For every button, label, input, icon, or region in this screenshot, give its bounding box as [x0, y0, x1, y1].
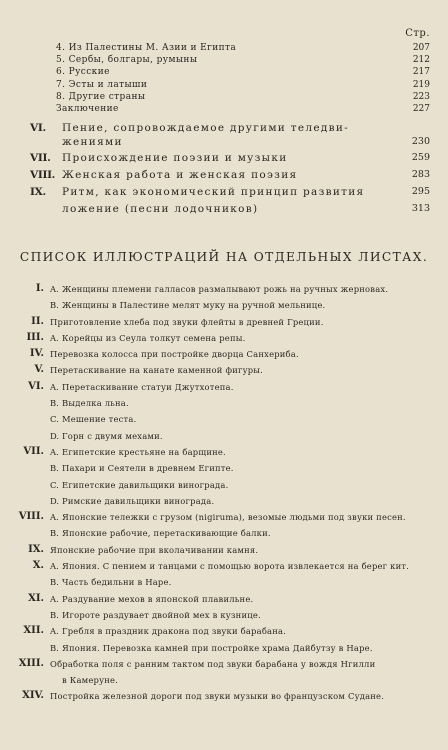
plate-letter: D.: [50, 430, 60, 441]
toc-entry-page: 219: [412, 79, 430, 90]
plate-number: XI.: [28, 592, 44, 604]
illustration-caption: Египетские крестьяне на барщине.: [62, 446, 226, 457]
illustration-caption: Японские рабочие при вколачивании камня.: [50, 544, 259, 555]
chapter-page: 283: [411, 169, 430, 181]
toc-entry-label: 5. Сербы, болгары, румыны: [56, 55, 198, 66]
illustration-item: [0, 493, 448, 509]
illustration-item: [0, 525, 448, 541]
illustration-item: [0, 314, 448, 330]
section-title: СПИСОК ИЛЛЮСТРАЦИЙ НА ОТДЕЛЬНЫХ ЛИСТАХ.: [19, 250, 429, 264]
toc-entry-page: 212: [412, 55, 430, 66]
toc-entry-page: 223: [412, 91, 430, 102]
plate-letter: D.: [50, 495, 60, 506]
illustration-caption: Гребля в праздник дракона под звуки барабана.: [62, 626, 287, 637]
plate-number: III.: [26, 331, 44, 343]
illustration-item: [0, 591, 448, 607]
toc-entry: [0, 79, 448, 91]
illustration-caption: Раздувание мехов в японской плавильне.: [62, 593, 254, 604]
illustration-caption: Перетаскивание статуи Джутхотепа.: [62, 381, 234, 392]
illustration-item: [0, 428, 448, 444]
plate-letter: A.: [50, 284, 59, 294]
illustration-caption: Постройка железной дороги под звуки музыки во французском Судане.: [50, 691, 385, 702]
illustration-caption: Египетские давильщики винограда.: [62, 479, 229, 490]
chapter-page: 313: [411, 203, 430, 215]
toc-entry-label: 8. Другие страны: [56, 91, 146, 102]
chapter-title: Происхождение поэзии и музыки: [62, 152, 288, 165]
illustration-caption: Женщины племени галласов размалывают рожь на ручных жерновах.: [62, 284, 389, 294]
illustration-caption: Часть бедильни в Наре.: [62, 577, 172, 588]
toc-chapter: [0, 151, 448, 168]
toc-chapter: [0, 121, 448, 135]
toc-entry-page: 227: [412, 103, 430, 114]
illustration-caption: Римские давильщики винограда.: [62, 495, 215, 506]
illustration-caption: Женщины в Палестине мелят муку на ручной мельнице.: [62, 300, 326, 311]
plate-letter: A.: [50, 381, 59, 392]
plate-number: VI.: [28, 380, 44, 392]
plate-letter: A.: [50, 332, 59, 343]
plate-letter: B.: [50, 463, 59, 474]
chapter-title-continued: ложение (песни лодочников): [62, 203, 259, 216]
chapter-number: VII.: [30, 152, 51, 165]
table-of-contents: [0, 42, 448, 218]
plate-number: II.: [31, 315, 44, 327]
plate-letter: B.: [50, 577, 59, 588]
illustration-item: [0, 558, 448, 574]
toc-entry: [0, 42, 448, 54]
illustration-caption: Перетаскивание на канате каменной фигуры.: [50, 365, 263, 376]
toc-chapter-continued: [0, 135, 448, 151]
chapter-title-continued: жениями: [62, 136, 123, 149]
plate-number: VIII.: [18, 511, 44, 523]
chapter-title: Женская работа и женская поэзия: [62, 169, 298, 182]
chapter-page: 230: [411, 136, 430, 148]
plate-letter: B.: [50, 609, 59, 620]
illustration-caption: Японские тележки с грузом (nigiruma), везомые людьми под звуки песен.: [62, 512, 406, 523]
illustrations-list: [0, 281, 448, 705]
plate-letter: A.: [50, 446, 59, 457]
illustration-item: [0, 444, 448, 460]
illustration-item: [0, 672, 448, 688]
page-column-header: Стр.: [405, 28, 430, 39]
plate-letter: A.: [50, 512, 59, 523]
illustration-item: [0, 688, 448, 704]
plate-letter: B.: [50, 528, 59, 539]
plate-letter: B.: [50, 642, 59, 653]
illustration-item: [0, 574, 448, 590]
toc-entry-label: Заключение: [56, 103, 119, 114]
illustration-caption: Обработка поля с ранним тактом под звуки барабана у вождя Нгилли: [50, 658, 376, 669]
illustration-item: [0, 411, 448, 427]
illustration-caption: Приготовление хлеба под звуки флейты в древней Греции.: [50, 316, 324, 327]
plate-number: XIII.: [18, 657, 44, 669]
illustration-item: [0, 346, 448, 362]
toc-entry-label: 4. Из Палестины М. Азии и Египта: [56, 43, 237, 53]
toc-entry-label: 6. Русские: [56, 67, 110, 78]
plate-letter: C.: [50, 479, 59, 490]
chapter-title: Пение, сопровождаемое другими теледви-: [62, 122, 349, 135]
illustration-item: [0, 362, 448, 378]
illustration-caption: Выделка льна.: [62, 398, 129, 409]
plate-number: XIV.: [22, 690, 44, 702]
illustration-item: [0, 395, 448, 411]
illustration-item: [0, 330, 448, 346]
illustration-caption: Горн с двумя мехами.: [62, 430, 163, 441]
plate-number: VII.: [23, 445, 44, 457]
toc-entry-label: 7. Эсты и латыши: [56, 79, 148, 90]
chapter-title: Ритм, как экономический принцип развития: [62, 186, 365, 199]
chapter-number: VIII.: [30, 169, 56, 182]
illustration-caption: Пахари и Сеятели в древнем Египте.: [62, 463, 234, 474]
illustration-caption: в Камеруне.: [62, 675, 119, 686]
illustration-item: [0, 477, 448, 493]
illustration-caption: Корейцы из Сеула толкут семена репы.: [62, 332, 246, 343]
plate-letter: A.: [50, 626, 59, 637]
plate-letter: A.: [50, 561, 59, 572]
chapter-number: VI.: [30, 122, 46, 135]
toc-entry-page: 207: [412, 43, 430, 53]
illustration-item: [0, 623, 448, 639]
toc-chapter-continued: [0, 202, 448, 218]
illustration-caption: Мешение теста.: [62, 414, 137, 425]
illustration-item: [0, 607, 448, 623]
plate-letter: C.: [50, 414, 59, 425]
illustration-item: [0, 509, 448, 525]
illustration-caption: Японские рабочие, перетаскивающие балки.: [62, 528, 271, 539]
plate-number: IV.: [29, 348, 44, 360]
illustration-item: [0, 281, 448, 297]
illustration-caption: Япония. С пением и танцами с помощью ворота извлекается на берег кит.: [62, 561, 410, 572]
chapter-page: 295: [411, 186, 430, 198]
toc-chapter: [0, 185, 448, 202]
illustration-caption: Перевозка колосса при постройке дворца Санхериба.: [50, 349, 299, 360]
chapter-number: IX.: [30, 186, 46, 199]
plate-number: V.: [34, 364, 44, 376]
plate-number: X.: [32, 560, 44, 572]
plate-number: IX.: [28, 543, 44, 555]
illustration-caption: Япония. Перевозка камней при постройке храма Дайбутзу в Наре.: [62, 642, 373, 653]
toc-entry: [0, 54, 448, 66]
illustration-item: [0, 640, 448, 656]
plate-letter: B.: [50, 398, 59, 409]
toc-entry: [0, 103, 448, 115]
plate-number: I.: [35, 283, 44, 294]
chapter-page: 259: [411, 152, 430, 164]
plate-number: XII.: [23, 625, 44, 637]
toc-entry: [0, 66, 448, 78]
illustration-item: [0, 460, 448, 476]
illustration-item: [0, 379, 448, 395]
plate-letter: A.: [50, 593, 59, 604]
illustration-item: [0, 297, 448, 313]
plate-letter: B.: [50, 300, 59, 311]
illustration-item: [0, 656, 448, 672]
toc-entry: [0, 91, 448, 103]
toc-entry-page: 217: [412, 67, 430, 78]
toc-chapter: [0, 168, 448, 185]
illustration-item: [0, 542, 448, 558]
illustration-caption: Игороте раздувает двойной мех в кузнице.: [62, 609, 261, 620]
